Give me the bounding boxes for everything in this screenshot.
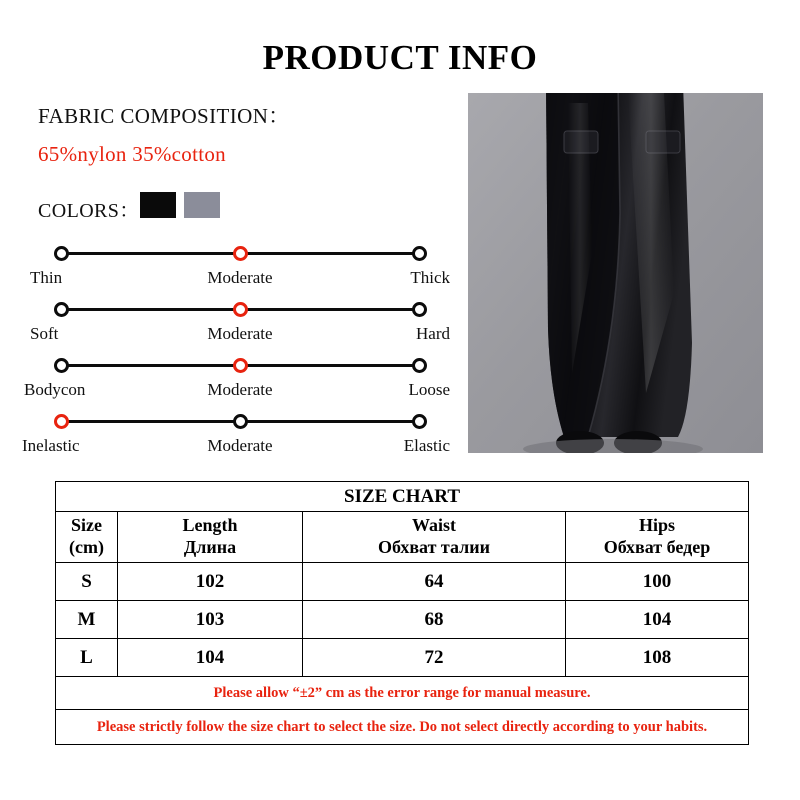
header-size-line2: (cm) bbox=[69, 537, 104, 557]
slider-label-right: Elastic bbox=[403, 436, 450, 455]
size-selection-note: Please strictly follow the size chart to select the size. Do not select directly according to your habits. bbox=[56, 710, 749, 745]
product-photo bbox=[468, 93, 763, 453]
cell-hips: 108 bbox=[566, 639, 749, 677]
slider-dot-left[interactable] bbox=[54, 414, 69, 429]
header-size-line1: Size bbox=[71, 515, 102, 536]
cell-length: 102 bbox=[118, 563, 303, 601]
measure-tolerance-note: Please allow “±2” cm as the error range for manual measure. bbox=[56, 677, 749, 710]
cell-waist: 64 bbox=[303, 563, 566, 601]
slider-label-right: Thick bbox=[410, 268, 450, 287]
slider-dot-left[interactable] bbox=[54, 302, 69, 317]
slider-label-right: Loose bbox=[408, 380, 450, 399]
slider-label-left: Soft bbox=[30, 324, 59, 343]
cell-waist: 72 bbox=[303, 639, 566, 677]
cell-length: 104 bbox=[118, 639, 303, 677]
cell-size: S bbox=[56, 563, 118, 601]
slider-labels bbox=[22, 436, 450, 458]
header-length-line2: Длина bbox=[183, 537, 237, 557]
slider-labels bbox=[24, 380, 450, 402]
slider-label-mid: Moderate bbox=[207, 268, 273, 287]
slider-dot-right[interactable] bbox=[412, 302, 427, 317]
slider-dot-mid[interactable] bbox=[233, 302, 248, 317]
color-swatch-group bbox=[140, 192, 220, 218]
slider-thickness bbox=[30, 244, 450, 292]
size-chart-note-row bbox=[56, 710, 749, 745]
size-chart-title-row bbox=[56, 482, 749, 512]
slider-dot-right[interactable] bbox=[412, 414, 427, 429]
slider-softness bbox=[30, 300, 450, 348]
gray-swatch[interactable] bbox=[184, 192, 220, 218]
slider-dot-left[interactable] bbox=[54, 246, 69, 261]
slider-label-left: Inelastic bbox=[22, 436, 80, 455]
colors-label: COLORS： bbox=[38, 200, 140, 222]
slider-labels bbox=[30, 324, 450, 346]
table-row bbox=[56, 601, 749, 639]
cell-size: M bbox=[56, 601, 118, 639]
slider-label-right: Hard bbox=[416, 324, 450, 343]
header-hips bbox=[566, 512, 749, 563]
header-waist bbox=[303, 512, 566, 563]
slider-dot-mid[interactable] bbox=[233, 414, 248, 429]
header-hips-line1: Hips bbox=[638, 515, 676, 536]
slider-label-left: Bodycon bbox=[24, 380, 86, 399]
cell-hips: 104 bbox=[566, 601, 749, 639]
slider-fit bbox=[24, 356, 450, 404]
header-waist-line1: Waist bbox=[411, 515, 456, 536]
slider-label-mid: Moderate bbox=[207, 324, 273, 343]
slider-label-left: Thin bbox=[30, 268, 63, 287]
table-row bbox=[56, 639, 749, 677]
table-row bbox=[56, 563, 749, 601]
slider-dot-mid[interactable] bbox=[233, 246, 248, 261]
black-swatch[interactable] bbox=[140, 192, 176, 218]
slider-dot-mid[interactable] bbox=[233, 358, 248, 373]
page-title: PRODUCT INFO bbox=[262, 38, 538, 77]
slider-dot-right[interactable] bbox=[412, 246, 427, 261]
header-hips-line2: Обхват бедер bbox=[603, 537, 711, 557]
header-size bbox=[56, 512, 118, 563]
slider-labels bbox=[30, 268, 450, 290]
cell-waist: 68 bbox=[303, 601, 566, 639]
slider-label-mid: Moderate bbox=[207, 380, 273, 399]
slider-elasticity bbox=[22, 412, 450, 460]
size-chart-header-row bbox=[56, 512, 749, 563]
size-chart-title: SIZE CHART bbox=[56, 482, 749, 512]
size-chart-table bbox=[55, 481, 749, 745]
slider-dot-right[interactable] bbox=[412, 358, 427, 373]
slider-label-mid: Moderate bbox=[207, 436, 273, 455]
fabric-composition-value: 65%nylon 35%cotton bbox=[38, 142, 226, 166]
cell-length: 103 bbox=[118, 601, 303, 639]
cell-hips: 100 bbox=[566, 563, 749, 601]
size-chart-note-row bbox=[56, 677, 749, 710]
fabric-composition-label: FABRIC COMPOSITION： bbox=[38, 104, 290, 128]
header-length bbox=[118, 512, 303, 563]
header-length-line1: Length bbox=[182, 515, 238, 536]
header-waist-line2: Обхват талии bbox=[378, 537, 490, 557]
cell-size: L bbox=[56, 639, 118, 677]
slider-dot-left[interactable] bbox=[54, 358, 69, 373]
